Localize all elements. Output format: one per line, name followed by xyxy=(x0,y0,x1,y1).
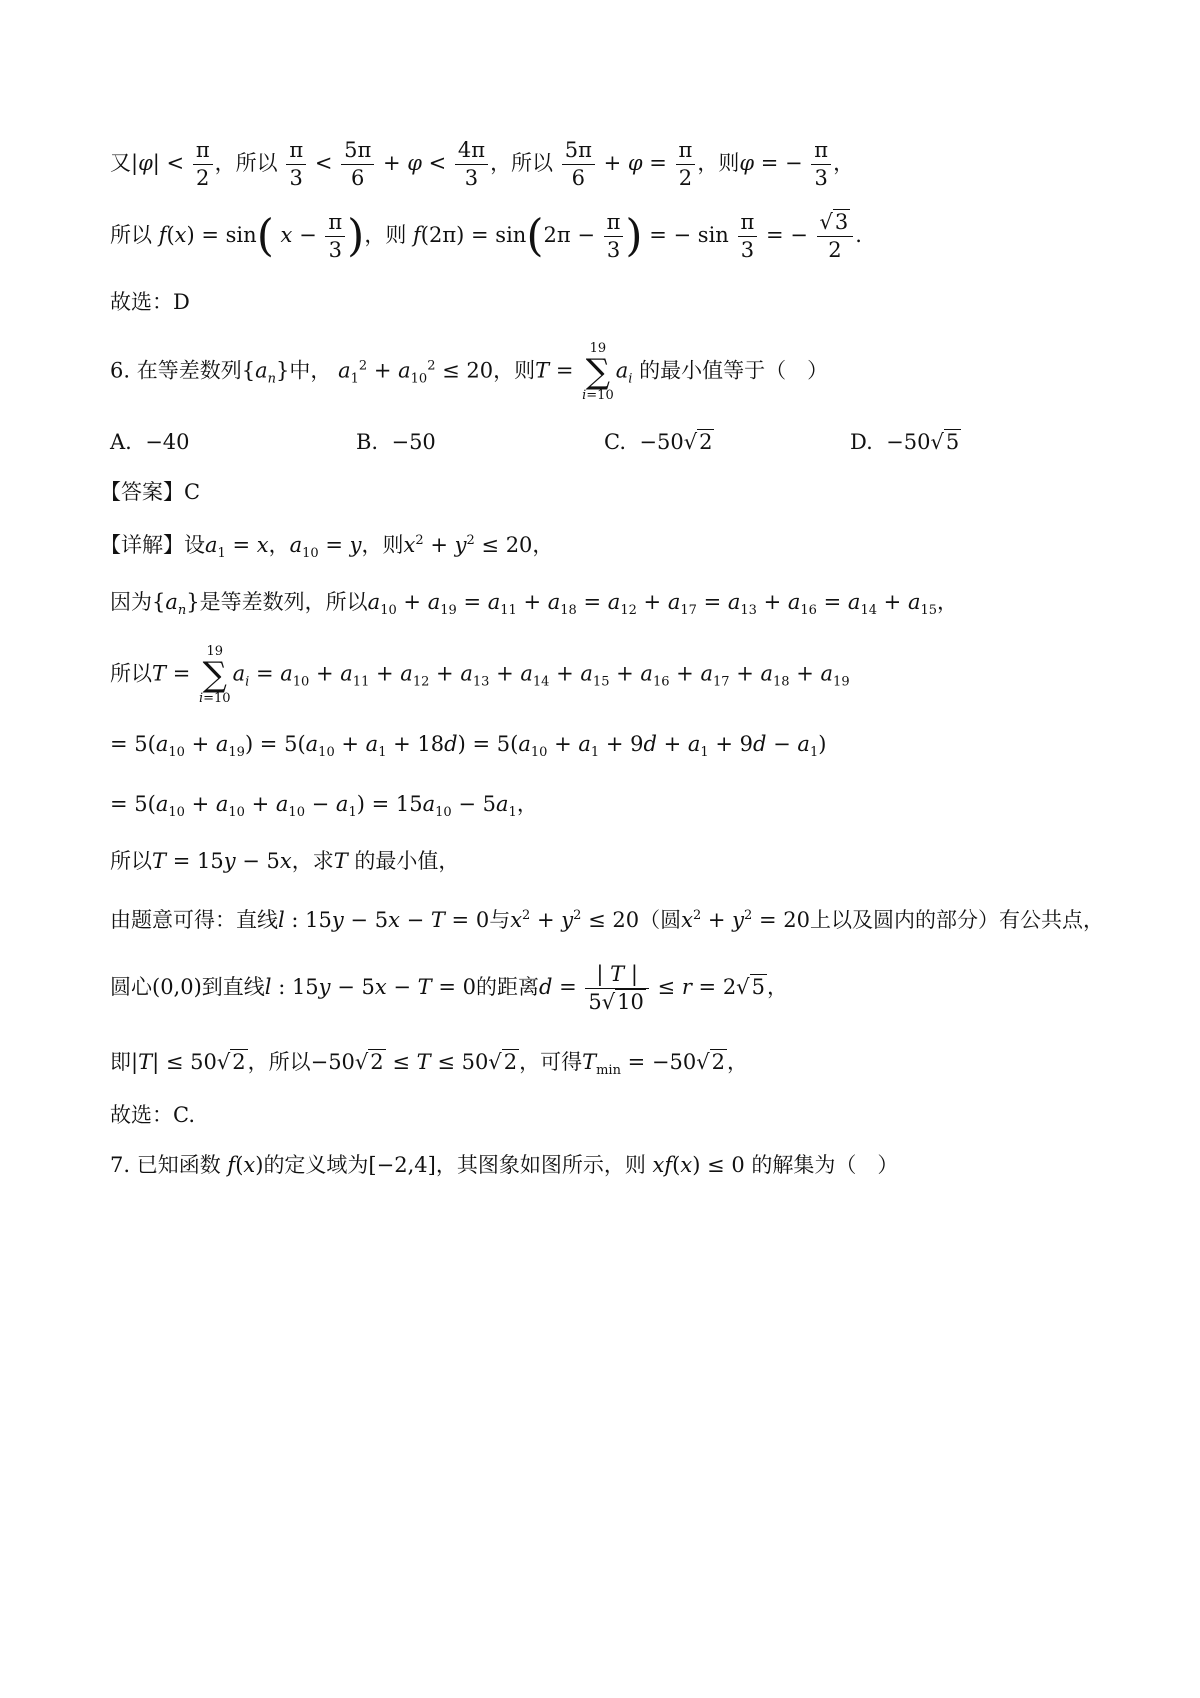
q6-detail-line-2: 因为$\{a_n\}$是等差数列，所以$a_{10} + a_{19} = a_{11} + a_{18} = a_{12} + a_{17} = a_{13} + a_{16} = a_{14} + a_{15}$， xyxy=(110,590,959,619)
q6-detail-line-1: 【详解】设$a_1 = x$，$a_{10} = y$，则$x^2 + y^2 \le 20$， xyxy=(100,533,554,562)
q6-option-c[interactable]: C. −50√2 xyxy=(604,430,713,454)
q7-stem: 7. 已知函数 f(x)的定义域为[−2,4]，其图象如图所示，则 xf(x) ≤ 0 的解集为（ ） xyxy=(110,1153,899,1177)
sol5-line-1: 又|φ| < $\frac{\pi}{2}$ ，所以 $\frac{\pi}{3}$ < $\frac{5\pi}{6}$ + φ < $\frac{4\pi}{3}$ ，所以 $\frac{5\pi}{6}$ + φ = $\frac{\pi}{2}$ ，则φ = − $\frac{\pi}{3}$ ， xyxy=(110,138,855,190)
q6-detail-line-8: 圆心(0,0)到直线l : 15y − 5x − T = 0的距离d = $\frac{| T |}{5√10}$ ≤ r = 2√5， xyxy=(110,962,788,1014)
q6-detail-line-9: 即|T| ≤ 50√2，所以−50√2 ≤ T ≤ 50√2，可得$T_{min} = -50√2$， xyxy=(110,1050,748,1079)
q6-option-a[interactable]: A. −40 xyxy=(110,430,190,454)
q6-option-b[interactable]: B. −50 xyxy=(356,430,436,454)
q6-stem: 6. 在等差数列$\{a_n\}$中， $a_1^2 + a_{10}^2 \le 20$，则T = 19 ∑ i=10 $a_i$ 的最小值等于（ ） xyxy=(110,341,829,403)
q6-detail-line-10: 故选：C. xyxy=(110,1103,195,1127)
sol5-line-3: 故选：D xyxy=(110,290,190,314)
q6-detail-line-6: 所以T = 15y − 5x，求T 的最小值， xyxy=(110,849,460,873)
q6-option-d[interactable]: D. −50√5 xyxy=(850,430,960,454)
sol5-line-2: 所以 f(x) = sin( x − $\frac{\pi}{3}$ )，则 f(2π) = sin(2π − $\frac{\pi}{3}$ ) = − sin $\frac{\pi}{3}$ = − $\frac{√3}{2}$ . xyxy=(110,210,862,262)
q6-detail-line-3: 所以T = 19 ∑ i=10 $a_i = a_{10} + a_{11} + a_{12} + a_{13} + a_{14} + a_{15} + a_{16} + a_{17} + a_{18} + a_{19}$ xyxy=(110,644,850,706)
q6-detail-line-7: 由题意可得：直线l : 15y − 5x − T = 0与$x^2 + y^2 \le 20$（圆$x^2 + y^2 = 20$上以及圆内的部分）有公共点， xyxy=(110,908,1104,932)
q6-answer: 【答案】C xyxy=(100,480,201,504)
q6-detail-line-5: = $5(a_{10} + a_{10} + a_{10} - a_1) = 15a_{10} - 5a_1$， xyxy=(110,792,538,821)
q6-detail-line-4: = $5(a_{10} + a_{19}) = 5(a_{10} + a_1 + 18d) = 5(a_{10} + a_1 + 9d + a_1 + 9d - a_1)$ xyxy=(110,732,827,761)
